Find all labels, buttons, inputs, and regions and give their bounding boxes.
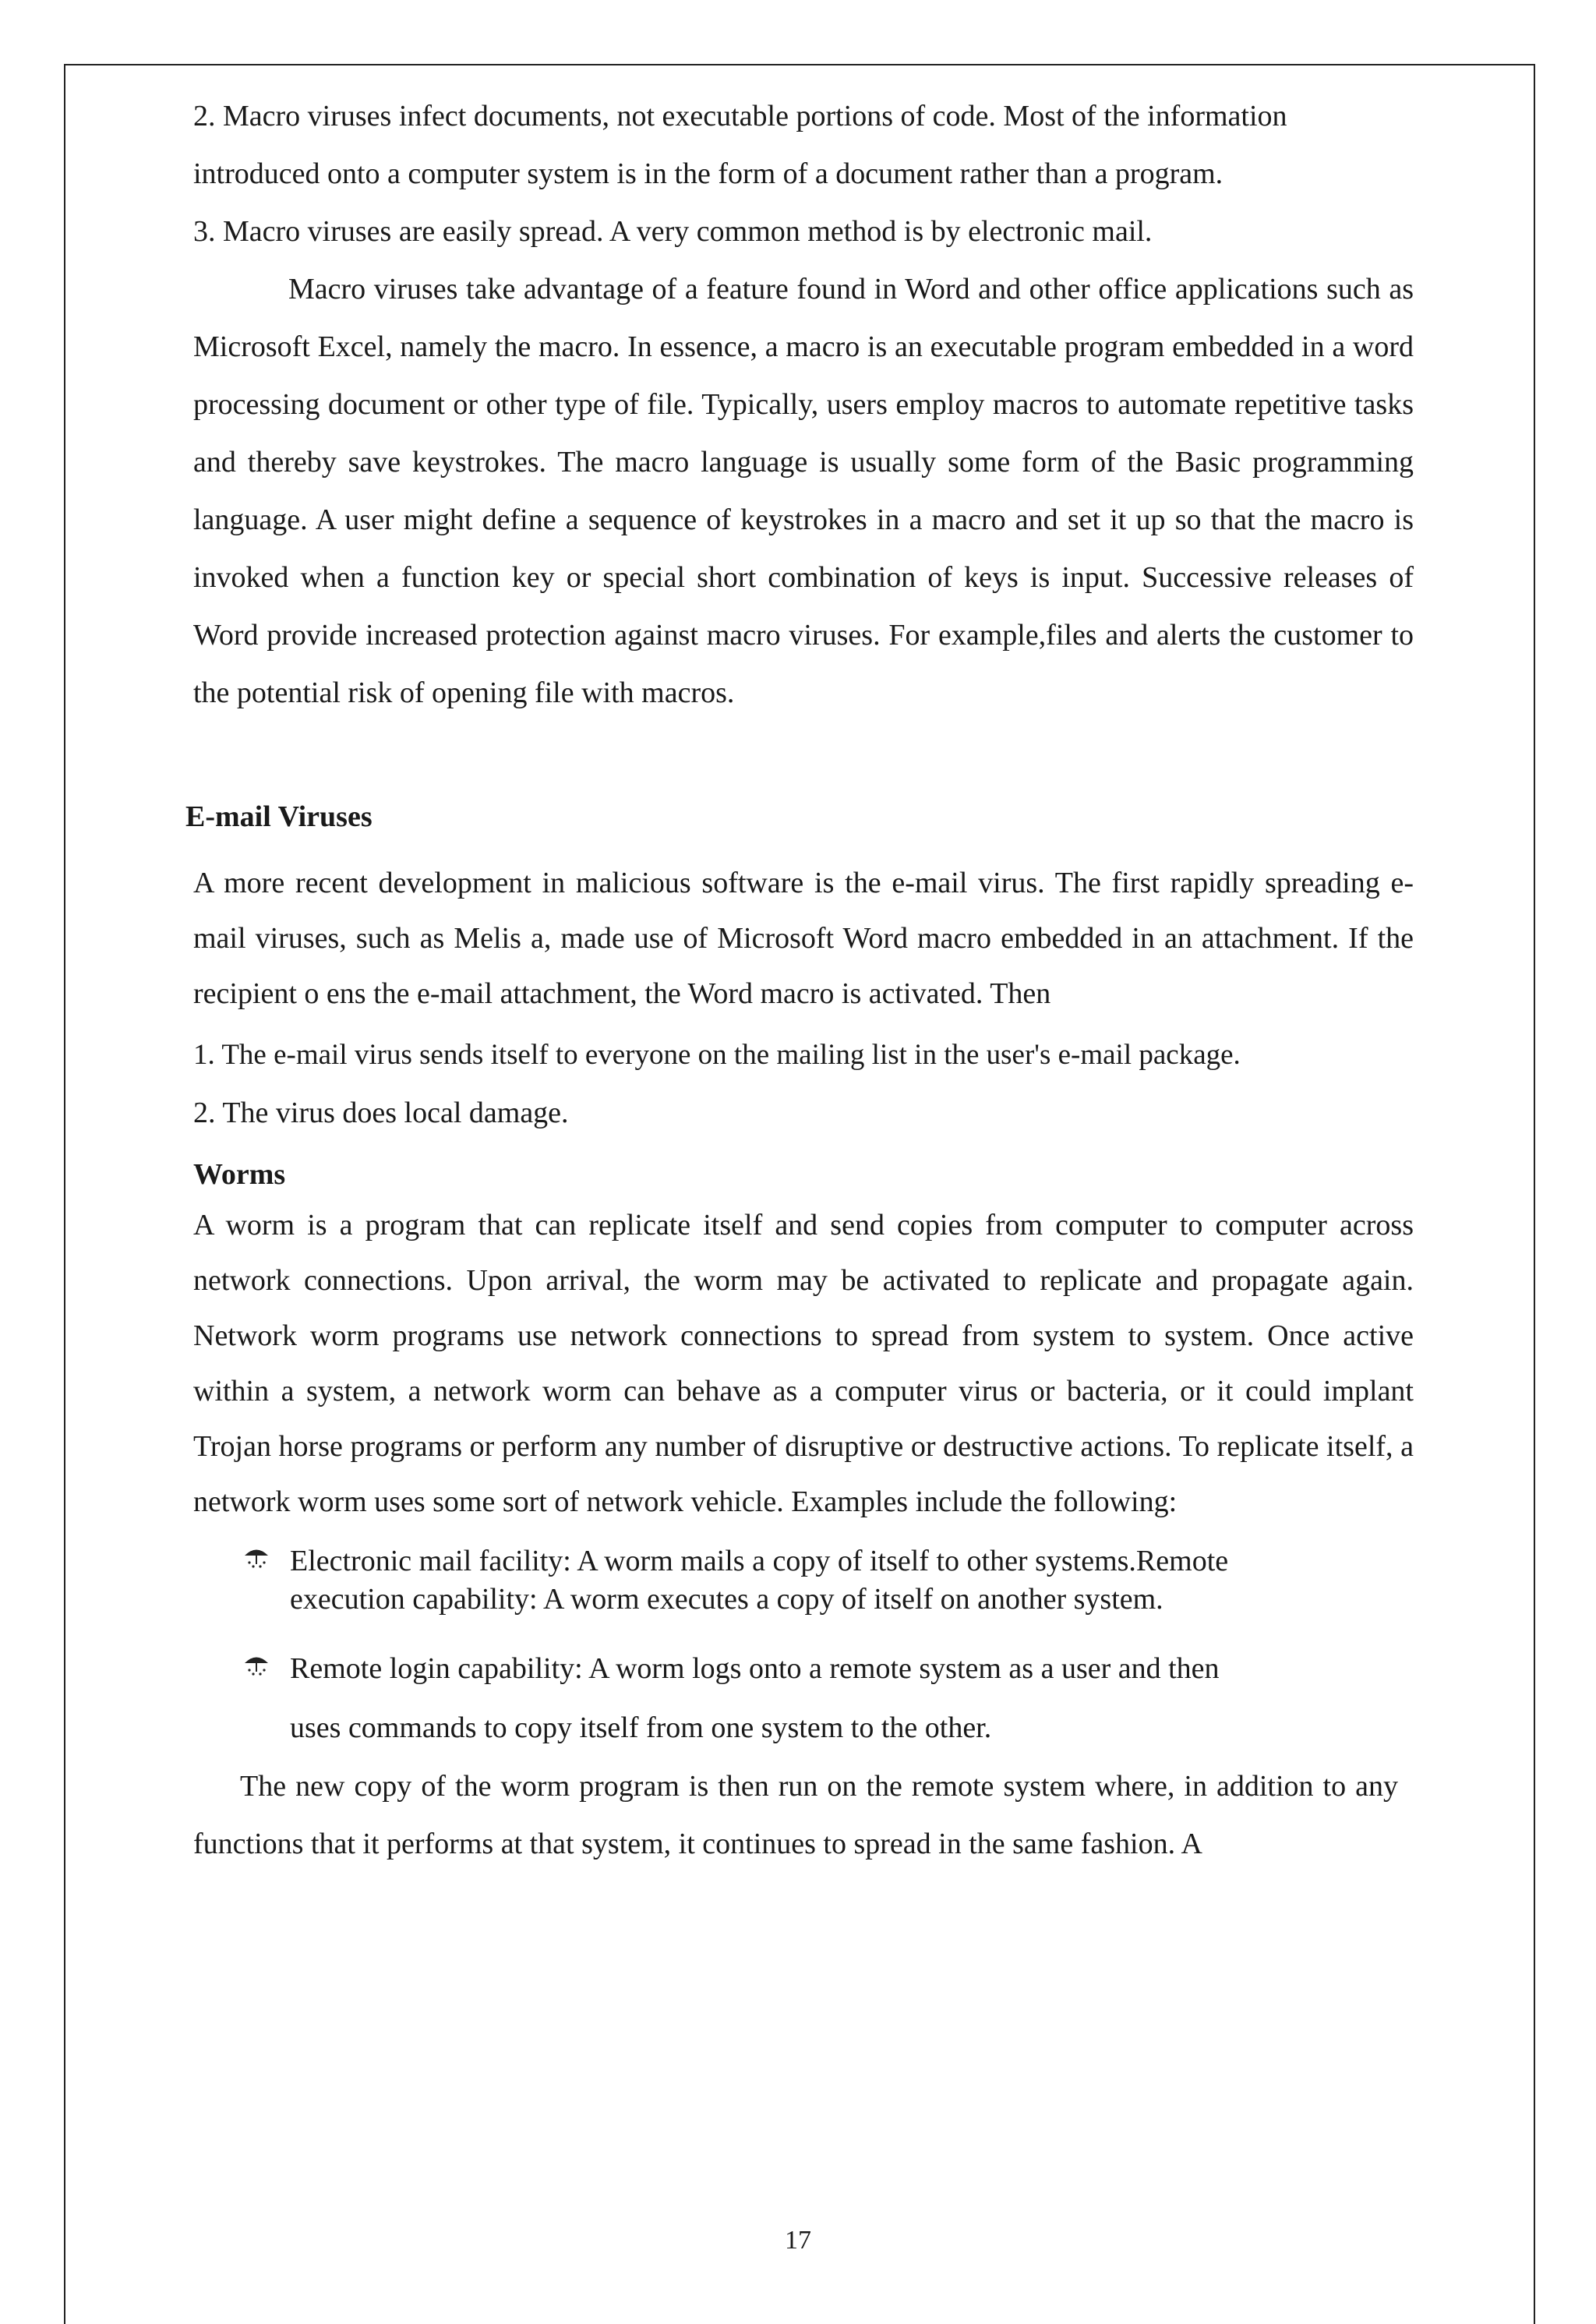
document-body [185, 87, 1414, 1873]
umbrella-icon [243, 1653, 270, 1678]
worm-bullet-item [193, 1542, 1414, 1619]
email-list-item-2: 2. The virus does local damage. [193, 1097, 569, 1129]
list-item-macro-2: 2. Macro viruses infect documents, not executable portions of code. Most of the information introduced onto a computer system is in the form of a document rather than a program. [193, 100, 1287, 190]
worms-paragraph: A worm is a program that can replicate itself and send copies from computer to computer across network connections. Upon arrival, the worm may be activated to replicate and propagate again. Network worm programs use network connections to spread from system to system. Once active within a system, a network worm can behave as a computer virus or bacteria, or it could implant Trojan horse programs or perform any number of disruptive or destructive actions. To replicate itself, a network worm uses some sort of network vehicle. Examples include the following: [193, 1209, 1414, 1518]
worm-bullet-item [193, 1639, 1414, 1757]
list-item-macro-3: 3. Macro viruses are easily spread. A very common method is by electronic mail. [193, 215, 1153, 248]
worm-bullet-text-remote-login: Remote login capability: A worm logs onto a remote system as a user and then uses commands to copy itself from one system to the other. [290, 1652, 1220, 1744]
email-list-item-1: 1. The e-mail virus sends itself to everyone on the mailing list in the user's e-mail package. [193, 1039, 1241, 1071]
page-number: 17 [785, 2226, 811, 2255]
worms-heading: Worms [193, 1158, 286, 1191]
email-paragraph: A more recent development in malicious software is the e-mail virus. The first rapidly spreading e-mail viruses, such as Melis a, made use of Microsoft Word macro embedded in an attachment. If the recipient o ens the e-mail attachment, the Word macro is activated. Then [193, 867, 1414, 1010]
umbrella-icon [243, 1545, 270, 1570]
worm-bullet-text-email: Electronic mail facility: A worm mails a copy of itself to other systems.Remote execution capability: A worm executes a copy of itself on another system. [290, 1545, 1229, 1616]
email-viruses-heading: E-mail Viruses [185, 800, 373, 833]
closing-paragraph: The new copy of the worm program is then run on the remote system where, in addition to any functions that it performs at that system, it continues to spread in the same fashion. A [193, 1770, 1398, 1860]
macro-paragraph: Macro viruses take advantage of a feature found in Word and other office applications such as Microsoft Excel, namely the macro. In essence, a macro is an executable program embedded in a word processing document or other type of file. Typically, users employ macros to automate repetitive tasks and thereby save keystrokes. The macro language is usually some form of the Basic programming language. A user might define a sequence of keystrokes in a macro and set it up so that the macro is invoked when a function key or special short combination of keys is input. Successive releases of Word provide increased protection against macro viruses. For example,files and alerts the customer to the potential risk of opening file with macros. [193, 273, 1414, 709]
